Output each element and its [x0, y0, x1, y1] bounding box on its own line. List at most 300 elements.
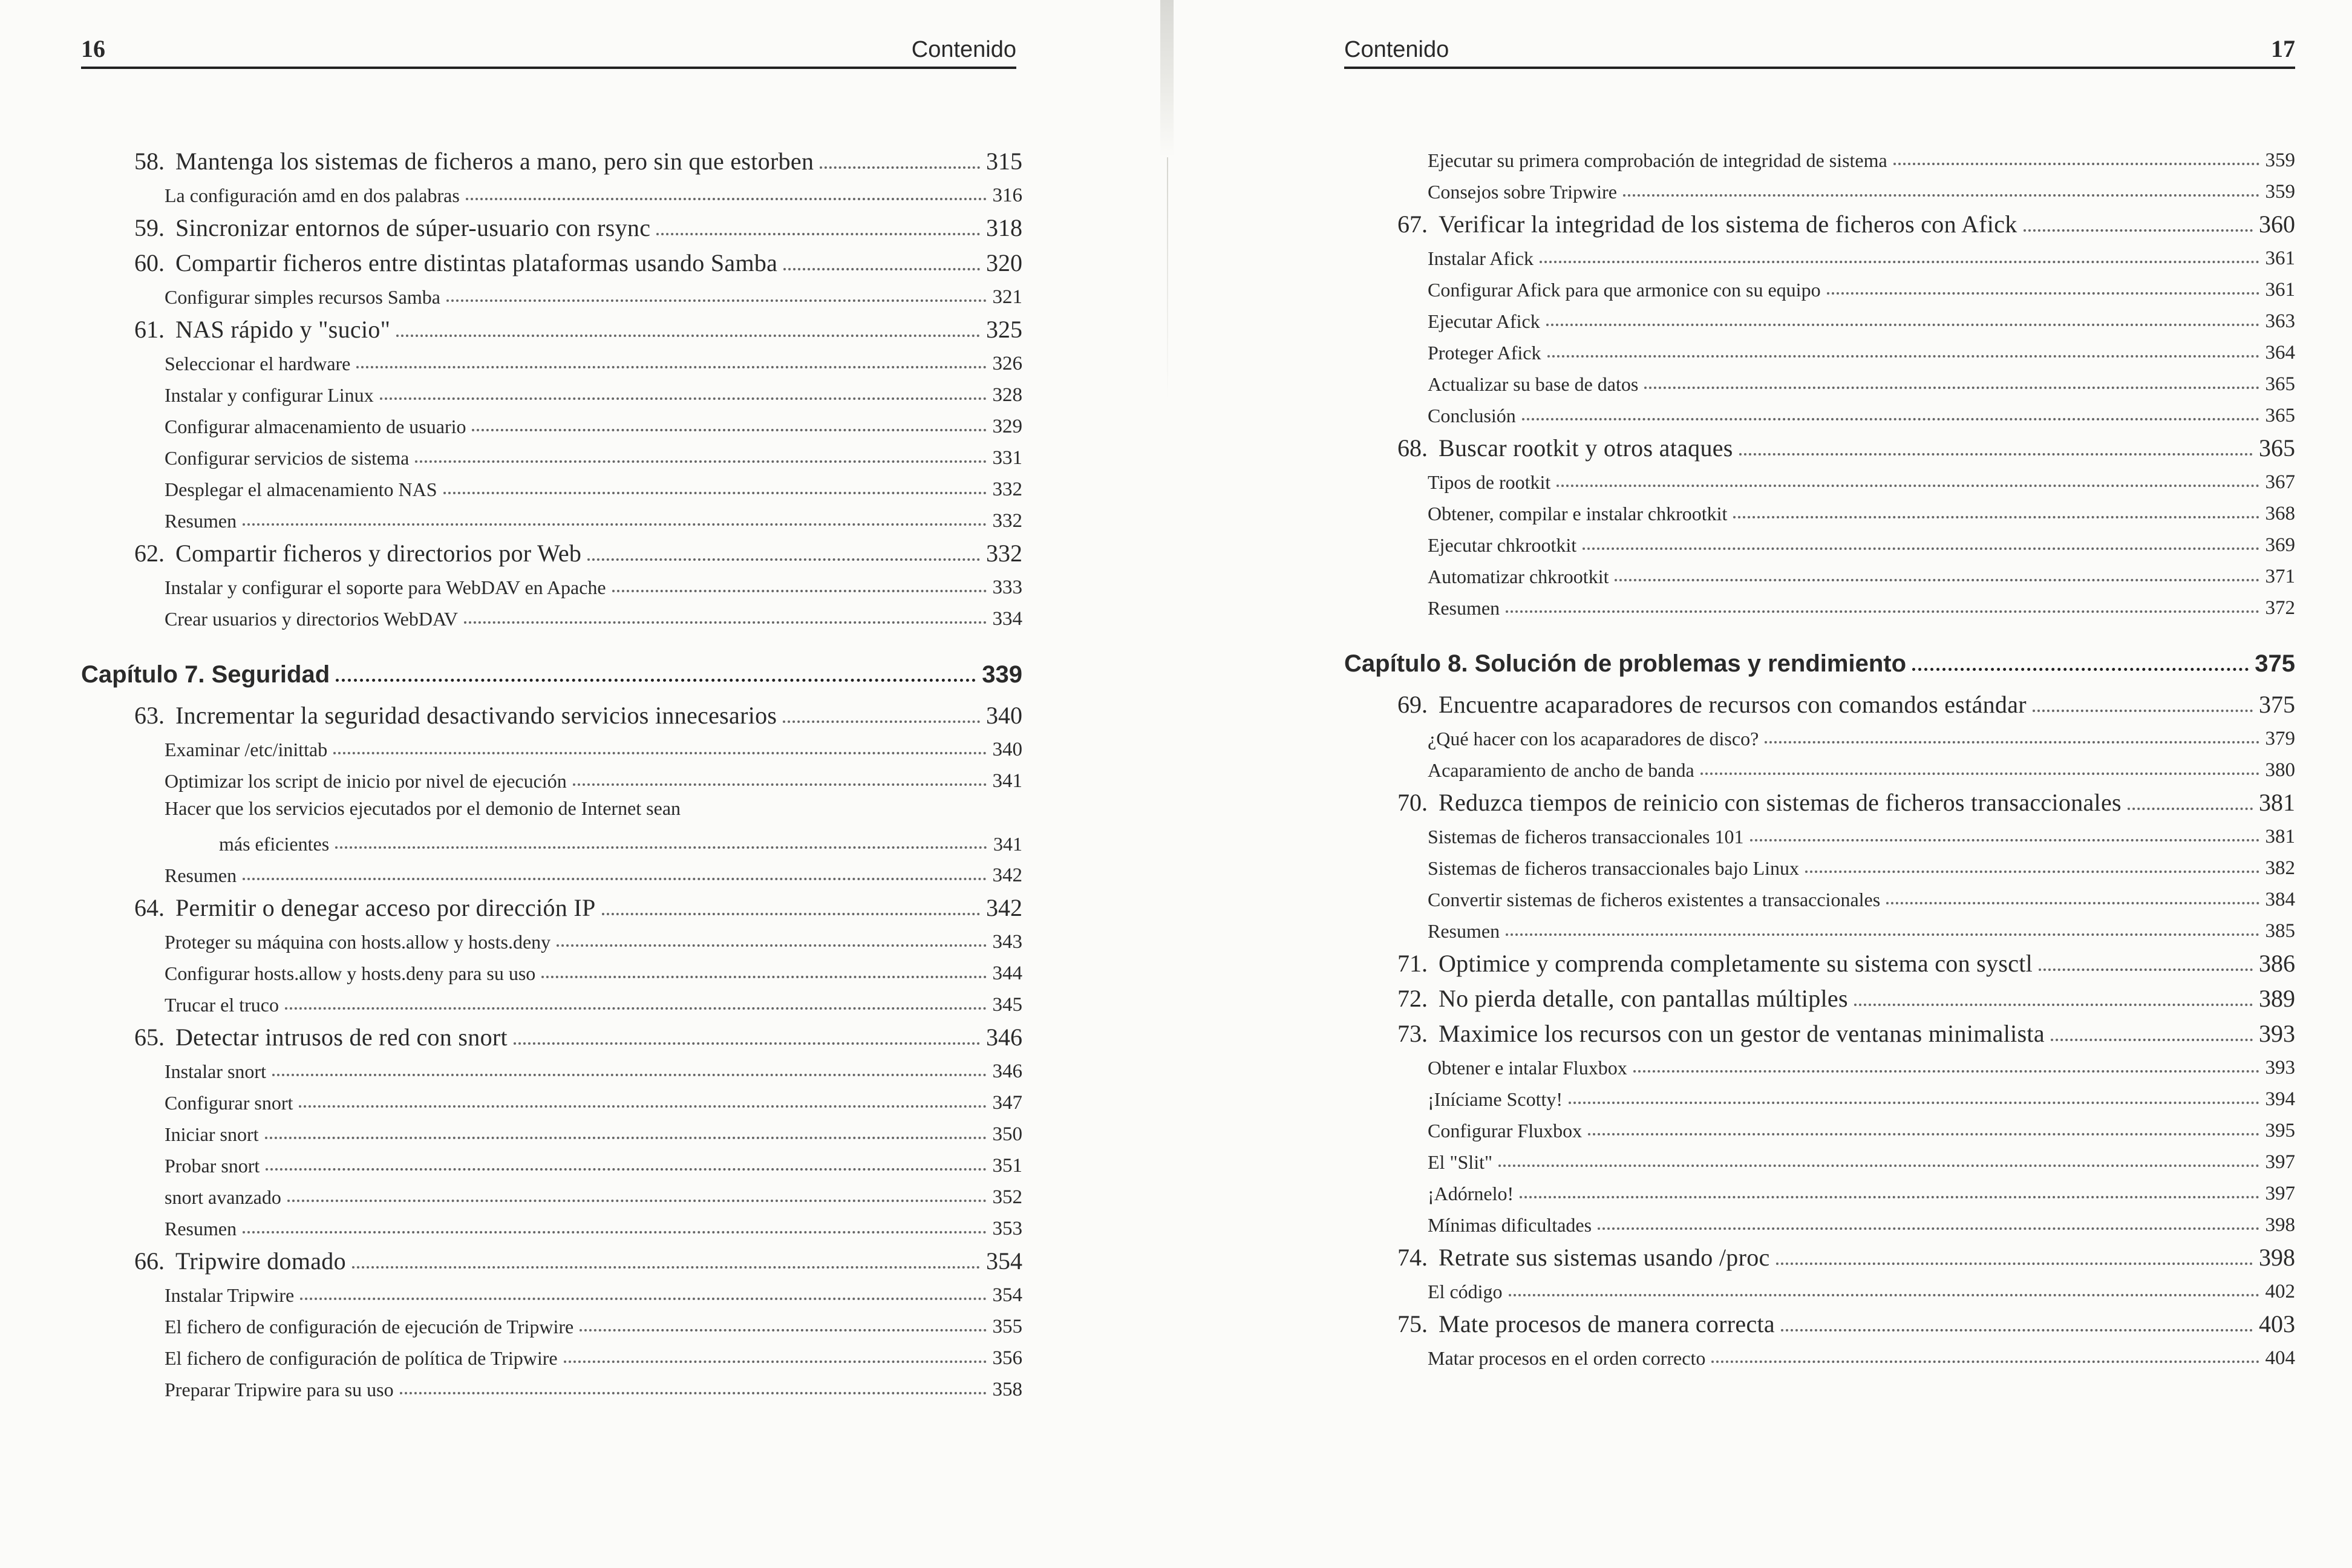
toc-dot-leader [396, 335, 980, 337]
toc-dot-leader [1522, 418, 2259, 420]
toc-list-right [1344, 140, 2295, 1370]
toc-chapter-heading [1344, 635, 2295, 678]
toc-dot-leader [1547, 355, 2259, 358]
toc-entry-page: 402 [2265, 1281, 2295, 1302]
toc-entry-page: 340 [986, 702, 1022, 729]
toc-entry-title: Conclusión [1428, 405, 1516, 426]
toc-subentry [81, 1177, 1022, 1209]
toc-entry-page: 355 [992, 1316, 1022, 1338]
left-page [0, 0, 1174, 1568]
toc-hack-entry [1344, 1238, 2295, 1272]
toc-entry-page: 326 [992, 353, 1022, 374]
toc-subentry [1344, 301, 2295, 333]
toc-subentry [1344, 364, 2295, 396]
toc-subentry [1344, 911, 2295, 942]
toc-subentry [81, 567, 1022, 599]
toc-dot-leader [783, 268, 980, 270]
toc-entry-title: Encuentre acaparadores de recursos con comandos estándar [1439, 691, 2027, 718]
toc-subentry [81, 761, 1022, 792]
toc-subentry [1344, 719, 2295, 750]
toc-entry-title: Instalar y configurar Linux [165, 384, 374, 406]
toc-entry-title: Configurar Fluxbox [1428, 1120, 1583, 1142]
toc-entry-page: 367 [2265, 471, 2295, 493]
toc-entry-number: 72. [1397, 985, 1428, 1012]
toc-subentry [1344, 140, 2295, 172]
toc-entry-title: Capítulo 7. Seguridad [81, 661, 330, 688]
toc-dot-leader [587, 558, 980, 561]
toc-entry-page: 375 [2259, 691, 2295, 718]
toc-dot-leader [243, 878, 986, 880]
toc-entry-title: ¿Qué hacer con los acaparadores de disco? [1428, 728, 1759, 750]
toc-dot-leader [243, 523, 986, 526]
toc-entry-title: Retrate sus sistemas usando /proc [1439, 1244, 1770, 1271]
toc-dot-leader [352, 1266, 980, 1269]
toc-entry-title: Mínimas dificultades [1428, 1214, 1592, 1236]
toc-subentry [1344, 1272, 2295, 1303]
toc-dot-leader [612, 590, 987, 592]
toc-subentry [1344, 588, 2295, 619]
toc-entry-page: 332 [992, 510, 1022, 532]
toc-entry-title: Permitir o denegar acceso por dirección IP [175, 894, 596, 921]
toc-dot-leader [2039, 969, 2253, 971]
toc-entry-page: 361 [2265, 279, 2295, 301]
toc-entry-title: El "Slit" [1428, 1151, 1493, 1173]
toc-dot-leader [1633, 1070, 2259, 1073]
toc-subentry [1344, 396, 2295, 427]
toc-dot-leader [1893, 163, 2259, 165]
toc-entry-page: 320 [986, 249, 1022, 276]
toc-entry-title: Resumen [165, 1218, 237, 1240]
toc-entry-number: 59. [134, 214, 165, 241]
toc-dot-leader [466, 198, 987, 200]
toc-dot-leader [1700, 773, 2259, 775]
toc-subentry [1344, 1142, 2295, 1174]
toc-entry-page: 394 [2265, 1088, 2295, 1110]
toc-entry-page: 359 [2265, 181, 2295, 203]
toc-subentry [81, 953, 1022, 985]
toc-subentry [81, 922, 1022, 953]
toc-entry-page: 340 [992, 739, 1022, 760]
toc-subentry [1344, 462, 2295, 494]
toc-entry-number: 71. [1397, 950, 1428, 977]
toc-subentry [81, 175, 1022, 207]
toc-entry-title: Detectar intrusos de red con snort [175, 1024, 508, 1051]
toc-entry-page: 358 [992, 1379, 1022, 1400]
toc-entry-title: Crear usuarios y directorios WebDAV [165, 608, 459, 630]
toc-entry-page: 363 [2265, 310, 2295, 332]
toc-dot-leader [1711, 1361, 2259, 1363]
toc-entry-page: 318 [986, 214, 1022, 241]
toc-entry-title: Preparar Tripwire para su uso [165, 1379, 394, 1400]
toc-entry-page: 369 [2265, 534, 2295, 556]
toc-subentry [1344, 1048, 2295, 1079]
toc-entry-title: Sistemas de ficheros transaccionales 101 [1428, 826, 1744, 848]
toc-entry-title: Obtener e intalar Fluxbox [1428, 1057, 1627, 1079]
toc-entry-page: 382 [2265, 857, 2295, 879]
toc-entry-page: 395 [2265, 1120, 2295, 1142]
toc-subentry [81, 855, 1022, 887]
toc-entry-title: Optimice y comprenda completamente su sistema con sysctl [1439, 950, 2033, 977]
toc-entry-page: 329 [992, 416, 1022, 437]
toc-entry-page: 342 [992, 864, 1022, 886]
toc-dot-leader [1827, 292, 2259, 295]
toc-hack-entry [1344, 204, 2295, 238]
toc-subentry [1344, 557, 2295, 588]
toc-entry-page: 333 [992, 577, 1022, 598]
toc-entry-number: 61. [134, 316, 165, 343]
toc-dot-leader [541, 976, 986, 978]
toc-entry-page: 380 [2265, 759, 2295, 781]
toc-entry-page: 397 [2265, 1183, 2295, 1204]
toc-hack-entry [81, 1241, 1022, 1275]
toc-subentry [81, 469, 1022, 501]
toc-entry-page: 341 [992, 770, 1022, 792]
toc-dot-leader [1506, 610, 2259, 613]
toc-hack-entry [81, 142, 1022, 175]
toc-entry-number: 64. [134, 894, 165, 921]
toc-entry-title: Sistemas de ficheros transaccionales bajo Linux [1428, 857, 1800, 879]
toc-dot-leader [1781, 1329, 2253, 1331]
toc-subentry [81, 599, 1022, 630]
toc-hack-entry [1344, 428, 2295, 462]
toc-entry-page: 389 [2259, 985, 2295, 1012]
toc-entry-title: Tripwire domado [175, 1247, 346, 1275]
toc-entry-title: Ejecutar Afick [1428, 310, 1540, 332]
toc-dot-leader [1615, 579, 2259, 581]
toc-dot-leader [1598, 1227, 2259, 1230]
toc-subentry [1344, 270, 2295, 301]
toc-entry-page: 360 [2259, 211, 2295, 238]
toc-entry-page: 384 [2265, 889, 2295, 910]
toc-dot-leader [2128, 808, 2253, 810]
toc-entry-number: 67. [1397, 211, 1428, 238]
toc-subentry [81, 375, 1022, 407]
toc-entry-page: 356 [992, 1347, 1022, 1369]
toc-entry-title: Acaparamiento de ancho de banda [1428, 759, 1694, 781]
toc-dot-leader [400, 1392, 987, 1394]
toc-dot-leader [580, 1329, 986, 1331]
toc-entry-title: Automatizar chkrootkit [1428, 566, 1609, 587]
running-head-right [1344, 29, 2295, 69]
toc-entry-title: Maximice los recursos con un gestor de ventanas minimalista [1439, 1020, 2045, 1047]
toc-dot-leader [356, 366, 986, 368]
toc-entry-title: Resumen [1428, 597, 1500, 619]
toc-subentry [1344, 238, 2295, 270]
toc-subentry [81, 1338, 1022, 1370]
toc-entry-title: Desplegar el almacenamiento NAS [165, 479, 437, 500]
toc-entry-title: Actualizar su base de datos [1428, 373, 1639, 395]
toc-entry-title: Convertir sistemas de ficheros existentes a transaccionales [1428, 889, 1881, 910]
toc-subentry [81, 1083, 1022, 1114]
toc-subentry [1344, 525, 2295, 557]
toc-subentry [1344, 333, 2295, 364]
toc-entry-title: Resumen [1428, 920, 1500, 942]
toc-entry-page: 353 [992, 1218, 1022, 1240]
toc-entry-page: 351 [992, 1155, 1022, 1177]
toc-dot-leader [300, 1298, 986, 1300]
toc-dot-leader [443, 492, 987, 494]
toc-dot-leader [514, 1042, 980, 1045]
running-title-right: Contenido [1344, 37, 1449, 62]
toc-dot-leader [380, 397, 987, 400]
toc-hack-entry [81, 696, 1022, 730]
toc-entry-page: 343 [992, 931, 1022, 953]
toc-entry-title-cont: más eficientes [219, 833, 330, 855]
toc-entry-title: Trucar el truco [165, 994, 279, 1016]
toc-dot-leader [1583, 547, 2259, 550]
toc-subentry [1344, 750, 2295, 782]
toc-entry-title: Incrementar la seguridad desactivando servicios innecesarios [175, 702, 777, 729]
toc-entry-page: 328 [992, 384, 1022, 406]
toc-subentry [81, 277, 1022, 309]
toc-entry-title: Configurar Afick para que armonice con su equipo [1428, 279, 1821, 301]
toc-entry-page: 381 [2265, 826, 2295, 848]
toc-entry-page: 315 [986, 148, 1022, 175]
toc-entry-page: 385 [2265, 920, 2295, 942]
toc-entry-page: 364 [2265, 342, 2295, 364]
toc-dot-leader [243, 1231, 986, 1233]
toc-subentry [81, 1114, 1022, 1146]
toc-entry-page: 365 [2265, 405, 2295, 426]
toc-subentry [1344, 1205, 2295, 1236]
toc-subentry [81, 1370, 1022, 1401]
toc-entry-number: 69. [1397, 691, 1428, 718]
toc-entry-title: snort avanzado [165, 1186, 281, 1208]
toc-entry-page: 386 [2259, 950, 2295, 977]
toc-entry-title: ¡Adórnelo! [1428, 1183, 1514, 1204]
toc-entry-title: Compartir ficheros y directorios por Web [175, 540, 582, 567]
toc-subentry [81, 730, 1022, 761]
toc-entry-title: Configurar almacenamiento de usuario [165, 416, 466, 437]
toc-entry-title: Ejecutar su primera comprobación de integridad de sistema [1428, 149, 1887, 171]
toc-entry-page: 393 [2265, 1057, 2295, 1079]
toc-hack-entry [81, 243, 1022, 277]
running-title-left: Contenido [911, 37, 1016, 62]
toc-entry-page: 350 [992, 1123, 1022, 1145]
toc-hack-entry [81, 534, 1022, 567]
toc-dot-leader [446, 299, 987, 302]
toc-hack-entry [1344, 979, 2295, 1013]
toc-entry-title: La configuración amd en dos palabras [165, 185, 460, 206]
toc-dot-leader [573, 783, 987, 786]
toc-dot-leader [2051, 1039, 2253, 1041]
toc-entry-page: 365 [2265, 373, 2295, 395]
toc-entry-number: 58. [134, 148, 165, 175]
toc-entry-title: NAS rápido y "sucio" [175, 316, 391, 343]
toc-subentry [81, 501, 1022, 532]
toc-entry-page: 334 [992, 608, 1022, 630]
toc-entry-title: Iniciar snort [165, 1123, 259, 1145]
toc-list-left [81, 140, 1022, 1401]
toc-dot-leader [1739, 453, 2253, 456]
toc-entry-page: 404 [2265, 1347, 2295, 1369]
toc-dot-leader [557, 944, 986, 947]
toc-entry-title: Capítulo 8. Solución de problemas y rendimiento [1344, 650, 1907, 677]
toc-entry-page: 398 [2259, 1244, 2295, 1271]
toc-entry-page: 398 [2265, 1214, 2295, 1236]
toc-subentry [81, 1051, 1022, 1083]
toc-dot-leader [1623, 194, 2259, 197]
toc-entry-title: Obtener, compilar e instalar chkrootkit [1428, 503, 1728, 524]
toc-entry-page: 397 [2265, 1151, 2295, 1173]
toc-hack-entry [81, 888, 1022, 922]
toc-entry-title: Instalar Tripwire [165, 1284, 295, 1306]
toc-entry-number: 65. [134, 1024, 165, 1051]
toc-entry-page: 347 [992, 1092, 1022, 1114]
toc-dot-leader [1506, 933, 2259, 936]
toc-subentry [1344, 880, 2295, 911]
toc-dot-leader [1776, 1263, 2253, 1265]
toc-entry-number: 63. [134, 702, 165, 729]
toc-entry-title: Consejos sobre Tripwire [1428, 181, 1617, 203]
toc-entry-number: 60. [134, 249, 165, 276]
toc-subentry [1344, 1111, 2295, 1142]
toc-dot-leader [2024, 229, 2253, 232]
toc-dot-leader [1509, 1294, 2259, 1296]
toc-entry-title: Examinar /etc/inittab [165, 739, 328, 760]
toc-entry-page: 332 [992, 479, 1022, 500]
toc-entry-title: Compartir ficheros entre distintas plataformas usando Samba [175, 249, 778, 276]
toc-entry-page: 344 [992, 962, 1022, 984]
toc-entry-page: 365 [2259, 434, 2295, 462]
toc-subentry [1344, 494, 2295, 525]
toc-entry-title: Resumen [165, 864, 237, 886]
toc-subentry [81, 407, 1022, 438]
toc-dot-leader [1765, 741, 2259, 743]
toc-entry-continuation [165, 824, 1022, 855]
toc-hack-entry [81, 208, 1022, 242]
toc-dot-leader [820, 166, 980, 169]
toc-dot-leader [1588, 1133, 2259, 1135]
toc-dot-leader [299, 1105, 986, 1108]
toc-dot-leader [564, 1361, 987, 1363]
toc-dot-leader [265, 1137, 987, 1139]
toc-entry-number: 70. [1397, 789, 1428, 816]
toc-entry-page: 372 [2265, 597, 2295, 619]
toc-subentry [1344, 1174, 2295, 1205]
toc-dot-leader [1498, 1165, 2259, 1167]
toc-entry-title: Configurar hosts.allow y hosts.deny para su uso [165, 962, 536, 984]
toc-entry-title: Probar snort [165, 1155, 260, 1177]
toc-subentry [81, 344, 1022, 375]
toc-entry-page: 332 [986, 540, 1022, 567]
toc-entry-title: Instalar snort [165, 1060, 266, 1082]
toc-dot-leader [1520, 1196, 2259, 1198]
toc-entry-title: Configurar snort [165, 1092, 293, 1114]
toc-entry-page: 361 [2265, 247, 2295, 269]
page-number-right: 17 [2271, 35, 2295, 62]
toc-entry-title: Proteger Afick [1428, 342, 1541, 364]
toc-dot-leader [602, 913, 980, 915]
toc-entry-title: Tipos de rootkit [1428, 471, 1551, 493]
toc-entry-title: Reduzca tiempos de reinicio con sistemas de ficheros transaccionales [1439, 789, 2122, 816]
toc-entry-page: 346 [992, 1060, 1022, 1082]
toc-entry-page: 346 [986, 1024, 1022, 1051]
toc-subentry [81, 1307, 1022, 1338]
toc-entry-number: 75. [1397, 1310, 1428, 1338]
toc-dot-leader [335, 846, 987, 849]
toc-dot-leader [1886, 902, 2259, 904]
toc-dot-leader [1854, 1004, 2253, 1006]
toc-entry-title: Verificar la integridad de los sistema de ficheros con Afick [1439, 211, 2017, 238]
toc-entry-number: 62. [134, 540, 165, 567]
toc-entry-page: 371 [2265, 566, 2295, 587]
toc-entry-page: 375 [2255, 650, 2295, 677]
toc-hack-entry [1344, 1014, 2295, 1048]
toc-entry-page: 379 [2265, 728, 2295, 750]
toc-entry-page: 359 [2265, 149, 2295, 171]
toc-entry-title: Configurar simples recursos Samba [165, 286, 440, 308]
toc-entry-title: Ejecutar chkrootkit [1428, 534, 1577, 556]
toc-subentry [81, 792, 1022, 855]
toc-entry-number: 68. [1397, 434, 1428, 462]
toc-entry-title: Buscar rootkit y otros ataques [1439, 434, 1733, 462]
toc-entry-title: El fichero de configuración de política de Tripwire [165, 1347, 558, 1369]
toc-entry-title: ¡Iníciame Scotty! [1428, 1088, 1563, 1110]
toc-entry-title: Mate procesos de manera correcta [1439, 1310, 1775, 1338]
toc-dot-leader [287, 1200, 987, 1202]
toc-subentry [1344, 1079, 2295, 1111]
toc-dot-leader [1805, 871, 2259, 873]
toc-entry-title: Instalar y configurar el soporte para WebDAV en Apache [165, 577, 606, 598]
page-number-left: 16 [81, 35, 105, 62]
toc-hack-entry [1344, 783, 2295, 817]
toc-dot-leader [656, 233, 980, 235]
toc-entry-page: 393 [2259, 1020, 2295, 1047]
toc-entry-title: Resumen [165, 510, 237, 532]
toc-chapter-heading [81, 646, 1022, 688]
toc-hack-entry [81, 310, 1022, 344]
toc-dot-leader [1540, 261, 2259, 263]
toc-entry-page: 354 [986, 1247, 1022, 1275]
toc-entry-page: 354 [992, 1284, 1022, 1306]
toc-entry-page: 368 [2265, 503, 2295, 524]
toc-dot-leader [1557, 485, 2259, 487]
toc-entry-title: El código [1428, 1281, 1503, 1302]
toc-entry-page: 325 [986, 316, 1022, 343]
toc-dot-leader [472, 429, 986, 431]
toc-entry-page: 339 [982, 661, 1022, 688]
toc-entry-page: 381 [2259, 789, 2295, 816]
toc-entry-title: Matar procesos en el orden correcto [1428, 1347, 1706, 1369]
toc-entry-title: Sincronizar entornos de súper-usuario con rsync [175, 214, 651, 241]
toc-dot-leader [783, 720, 980, 723]
toc-hack-entry [1344, 944, 2295, 978]
toc-subentry [1344, 817, 2295, 848]
toc-dot-leader [415, 460, 986, 463]
toc-entry-title: Seleccionar el hardware [165, 353, 351, 374]
toc-dot-leader [1750, 839, 2259, 841]
toc-dot-leader [272, 1074, 987, 1076]
right-page [1174, 0, 2352, 1568]
toc-entry-title: El fichero de configuración de ejecución de Tripwire [165, 1316, 574, 1338]
toc-hack-entry [1344, 685, 2295, 719]
toc-entry-title: Proteger su máquina con hosts.allow y hosts.deny [165, 931, 551, 953]
toc-subentry [81, 1146, 1022, 1177]
toc-entry-page: 321 [992, 286, 1022, 308]
toc-entry-number: 66. [134, 1247, 165, 1275]
toc-entry-title: Optimizar los script de inicio por nivel de ejecución [165, 770, 567, 792]
toc-entry-page: 341 [993, 833, 1022, 855]
toc-entry-page: 352 [992, 1186, 1022, 1208]
toc-entry-title: Instalar Afick [1428, 247, 1534, 269]
toc-dot-leader [333, 752, 986, 754]
toc-entry-title: Configurar servicios de sistema [165, 447, 410, 469]
toc-entry-page: 403 [2259, 1310, 2295, 1338]
toc-entry-title: No pierda detalle, con pantallas múltiples [1439, 985, 1848, 1012]
toc-hack-entry [81, 1018, 1022, 1051]
toc-dot-leader [336, 679, 976, 682]
